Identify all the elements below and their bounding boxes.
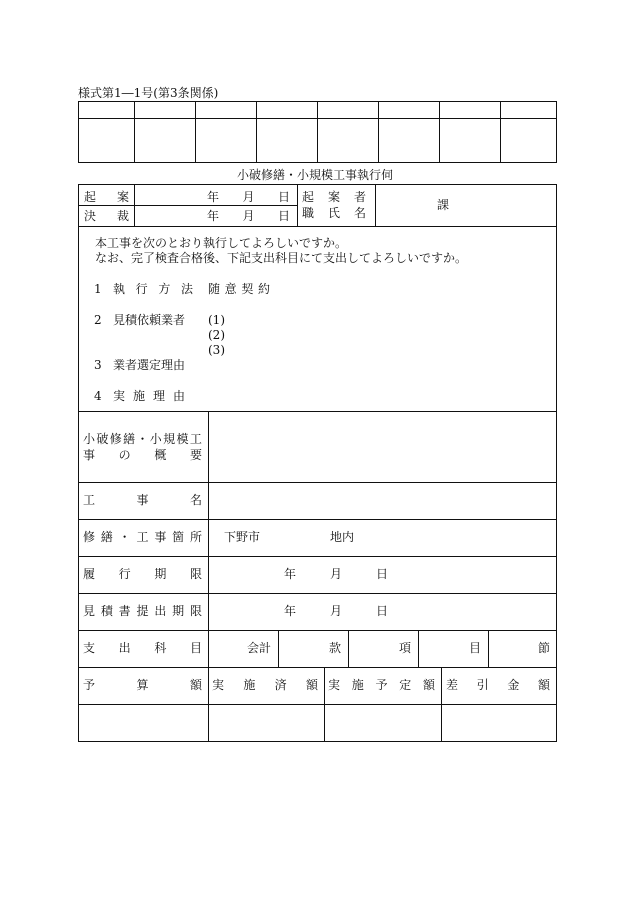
item2-label: 見積依頼業者 bbox=[113, 313, 186, 327]
planned-amount-label: 実 施 予 定 額 bbox=[328, 678, 435, 692]
intro-line-1: 本工事を次のとおり執行してよろしいですか。 bbox=[95, 236, 348, 250]
overview-label-line-1: 小 破 修 繕 ・ 小 規 模 工 bbox=[83, 432, 202, 446]
item1-label: 執 行 方 法 bbox=[113, 282, 193, 296]
overview-label-line-2: 事 の 概 要 bbox=[83, 448, 202, 462]
expense-unit-kou: 項 bbox=[399, 641, 412, 655]
main-form bbox=[78, 184, 557, 742]
item3-label: 業者選定理由 bbox=[113, 358, 186, 372]
kian-label: 起 案 bbox=[84, 190, 129, 204]
item2-sub-1: (1) bbox=[208, 313, 225, 327]
title-name-label: 職 氏 名 bbox=[302, 206, 366, 220]
item3-number: 3 bbox=[94, 358, 102, 372]
kessai-date: 年 月 日 bbox=[207, 209, 290, 223]
item4-number: 4 bbox=[94, 389, 102, 403]
item2-sub-3: (3) bbox=[208, 343, 225, 357]
budget-label: 予 算 額 bbox=[83, 678, 202, 692]
item1-value: 随 意 契 約 bbox=[208, 282, 270, 296]
kian-date: 年 月 日 bbox=[207, 190, 290, 204]
item2-number: 2 bbox=[94, 313, 102, 327]
item1-number: 1 bbox=[94, 282, 102, 296]
intro-line-2: なお、完了検査合格後、下記支出科目にて支出してよろしいですか。 bbox=[95, 251, 468, 265]
drafter-label: 起 案 者 bbox=[302, 190, 366, 204]
estimate-deadline-date: 年 月 日 bbox=[284, 604, 388, 618]
location-suffix: 地内 bbox=[330, 530, 355, 544]
estimate-deadline-label: 見 積 書 提 出 期 限 bbox=[83, 604, 202, 618]
expense-unit-moku: 目 bbox=[469, 641, 482, 655]
form-title: 小破修繕・小規模工事執行伺 bbox=[236, 168, 393, 182]
expense-unit-kaikei: 会計 bbox=[247, 641, 272, 655]
dept-label: 課 bbox=[437, 198, 450, 212]
location-city: 下野市 bbox=[224, 530, 261, 544]
expense-unit-setsu: 節 bbox=[538, 641, 551, 655]
form-number: 様式第1―1号(第3条関係) bbox=[78, 86, 219, 100]
approval-stamp-grid bbox=[78, 101, 557, 163]
item2-sub-2: (2) bbox=[208, 328, 225, 342]
expense-label: 支 出 科 目 bbox=[83, 641, 202, 655]
item4-label: 実 施 理 由 bbox=[113, 389, 185, 403]
balance-amount-label: 差 引 金 額 bbox=[446, 678, 550, 692]
construction-name-label: 工 事 名 bbox=[83, 493, 202, 507]
location-label: 修 繕 ・ 工 事 箇 所 bbox=[83, 530, 202, 544]
executed-amount-label: 実 施 済 額 bbox=[212, 678, 318, 692]
expense-unit-kan: 款 bbox=[329, 641, 342, 655]
deadline-date: 年 月 日 bbox=[284, 567, 388, 581]
deadline-label: 履 行 期 限 bbox=[83, 567, 202, 581]
kessai-label: 決 裁 bbox=[84, 209, 129, 223]
